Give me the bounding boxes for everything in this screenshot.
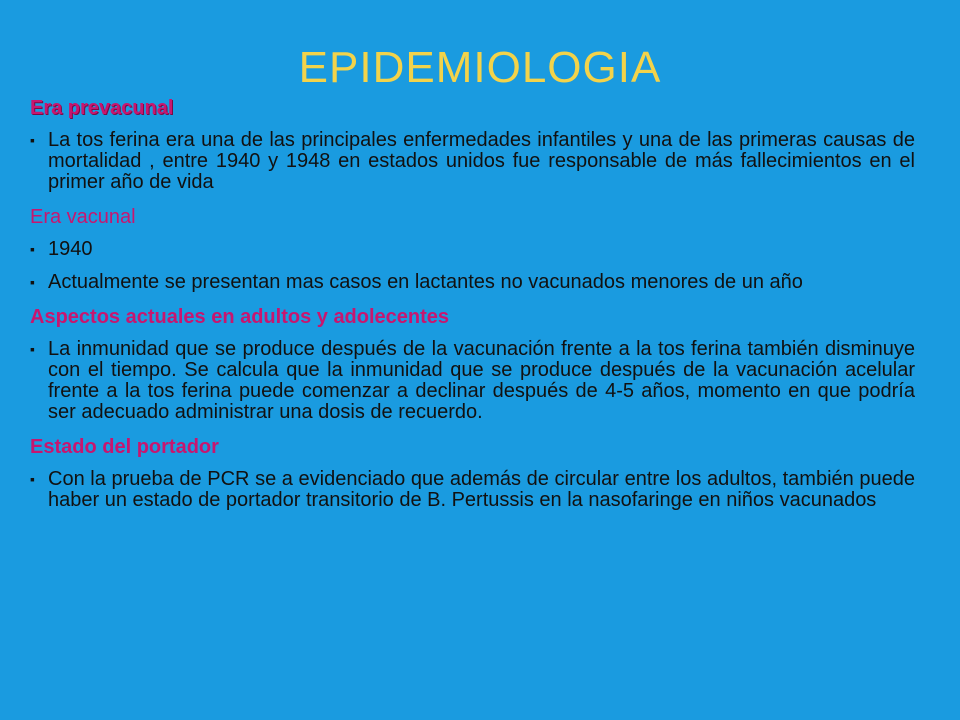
bullet-icon: ▪ [30,132,35,148]
bullet-item [30,239,915,260]
bullet-text: Con la prueba de PCR se a evidenciado que además de circular entre los adultos, también puede haber un estado de portador transitorio de B. Pertussis en la nasofaringe en niños vacunados [48,468,915,511]
slide-content [30,96,915,523]
bullet-item [30,469,915,511]
bullet-item [30,272,915,293]
section-heading-estado-portador: Estado del portador [30,436,219,458]
bullet-icon: ▪ [30,274,35,290]
bullet-text: La inmunidad que se produce después de la vacunación frente a la tos ferina también disminuye con el tiempo. Se calcula que la inmunidad que se produce después de la vacunación acelular frente a la tos ferina puede comenzar a declinar después de 4-5 años, momento en que podría ser adecuado administrar una dosis de recuerdo. [48,338,915,423]
bullet-icon: ▪ [30,341,35,357]
section-heading-era-vacunal: Era vacunal [30,206,136,228]
bullet-icon: ▪ [30,241,35,257]
bullet-text: Actualmente se presentan mas casos en lactantes no vacunados menores de un año [48,271,803,293]
bullet-text: 1940 [48,238,93,260]
bullet-icon: ▪ [30,471,35,487]
section-heading-aspectos-actuales: Aspectos actuales en adultos y adolecentes [30,306,450,328]
slide-title: EPIDEMIOLOGIA [298,43,662,92]
bullet-item [30,130,915,193]
bullet-item [30,339,915,423]
bullet-text: La tos ferina era una de las principales enfermedades infantiles y una de las primeras causas de mortalidad , entre 1940 y 1948 en estados unidos fue responsable de más fallecimientos en el primer año de vida [48,129,915,193]
section-heading-era-prevacunal: Era prevacunal [30,97,174,119]
